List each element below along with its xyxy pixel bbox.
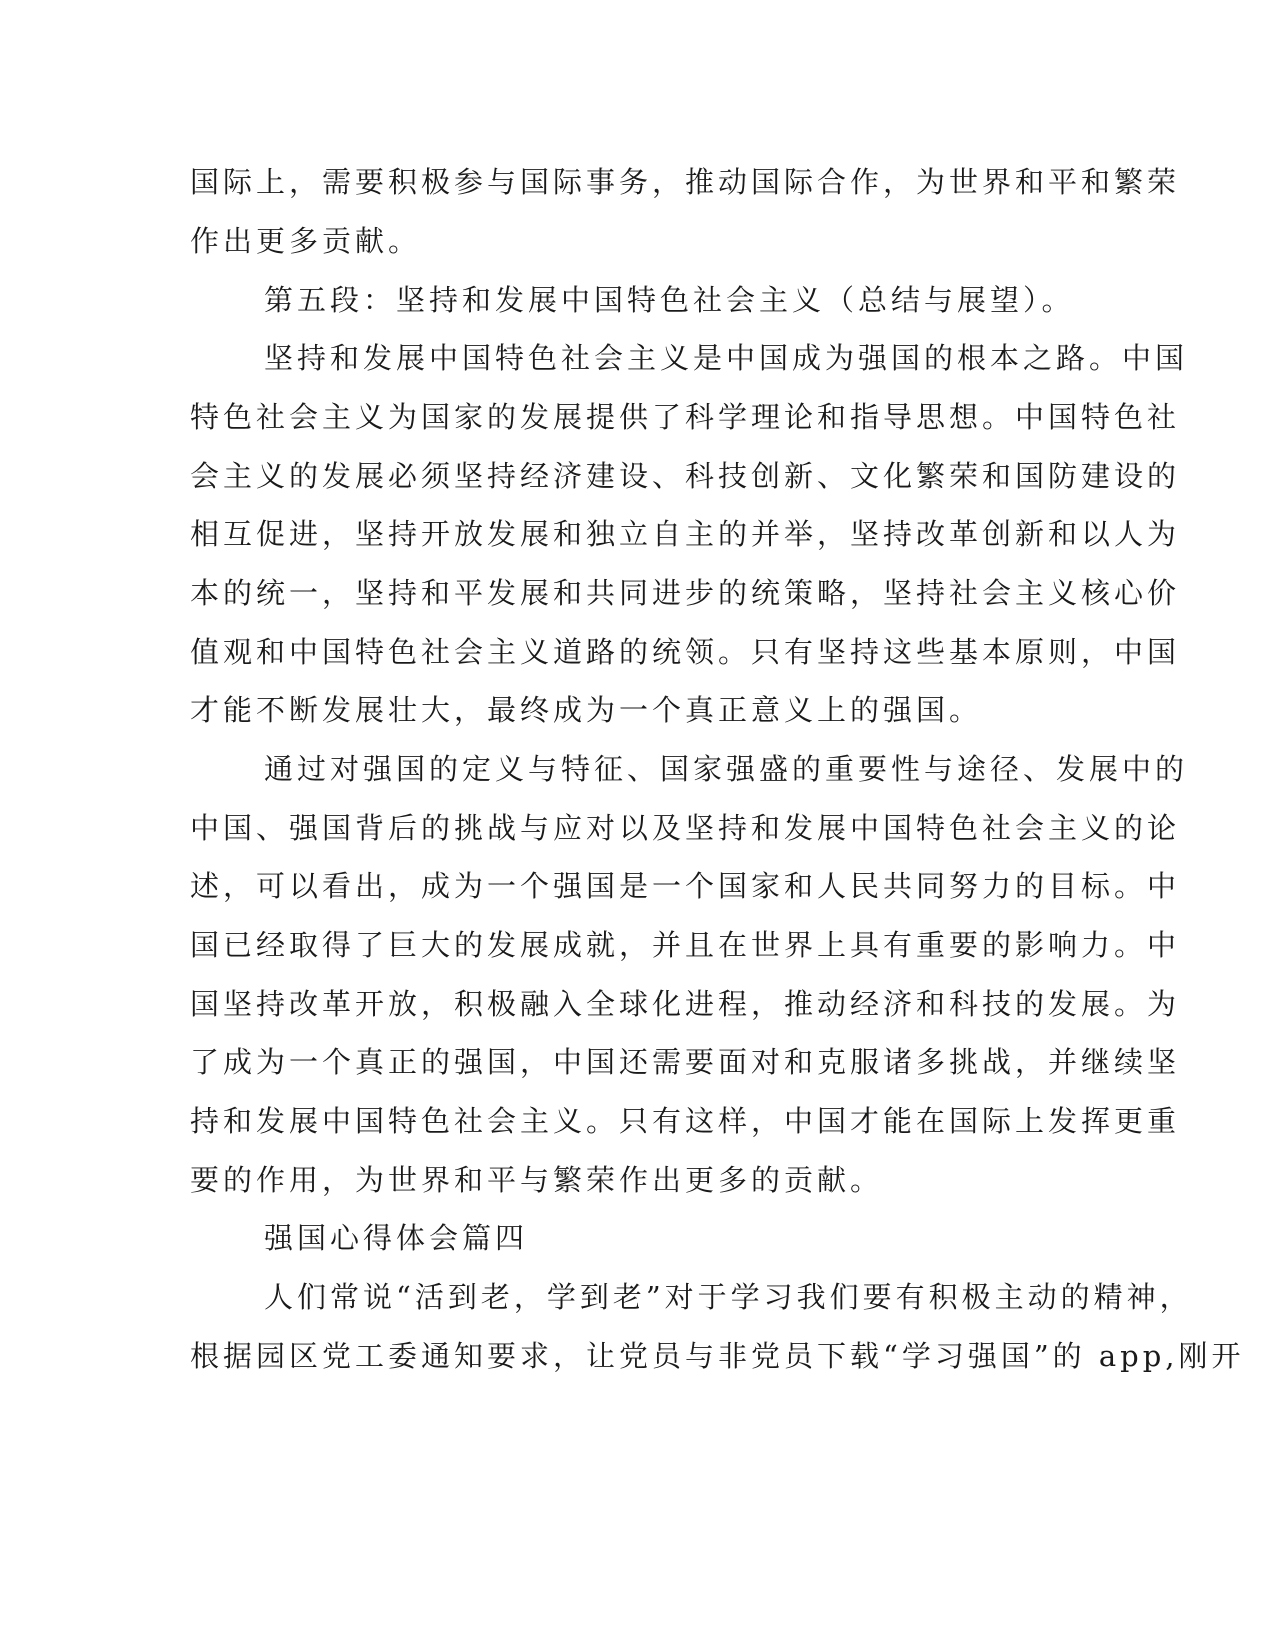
text-line: 了成为一个真正的强国，中国还需要面对和克服诸多挑战，并继续坚 <box>190 1045 1181 1079</box>
text-line: 中国、强国背后的挑战与应对以及坚持和发展中国特色社会主义的论 <box>190 811 1181 845</box>
text-line: 坚持和发展中国特色社会主义是中国成为强国的根本之路。中国 <box>264 341 1189 375</box>
text-line: 要的作用，为世界和平与繁荣作出更多的贡献。 <box>190 1163 884 1197</box>
text-line: 国际上，需要积极参与国际事务，推动国际合作，为世界和平和繁荣 <box>190 165 1181 199</box>
text-line: 会主义的发展必须坚持经济建设、科技创新、文化繁荣和国防建设的 <box>190 459 1181 493</box>
text-line: 持和发展中国特色社会主义。只有这样，中国才能在国际上发挥更重 <box>190 1104 1181 1138</box>
text-line: 国坚持改革开放，积极融入全球化进程，推动经济和科技的发展。为 <box>190 987 1181 1021</box>
text-line: 根据园区党工委通知要求，让党员与非党员下载“学习强国”的 app,刚开 <box>190 1339 1245 1373</box>
text-line: 才能不断发展壮大，最终成为一个真正意义上的强国。 <box>190 693 983 727</box>
text-line: 人们常说“活到老，学到老”对于学习我们要有积极主动的精神， <box>264 1280 1193 1314</box>
paragraph-heading: 第五段：坚持和发展中国特色社会主义（总结与展望）。 <box>264 283 1075 317</box>
text-line: 作出更多贡献。 <box>190 224 422 258</box>
text-line: 特色社会主义为国家的发展提供了科学理论和指导思想。中国特色社 <box>190 400 1181 434</box>
section-heading: 强国心得体会篇四 <box>264 1221 529 1255</box>
text-line: 相互促进，坚持开放发展和独立自主的并举，坚持改革创新和以人为 <box>190 517 1181 551</box>
text-line: 通过对强国的定义与特征、国家强盛的重要性与途径、发展中的 <box>264 752 1189 786</box>
text-line: 国已经取得了巨大的发展成就，并且在世界上具有重要的影响力。中 <box>190 928 1181 962</box>
text-line: 本的统一，坚持和平发展和共同进步的统策略，坚持社会主义核心价 <box>190 576 1181 610</box>
text-line: 述，可以看出，成为一个强国是一个国家和人民共同努力的目标。中 <box>190 869 1181 903</box>
text-line: 值观和中国特色社会主义道路的统领。只有坚持这些基本原则，中国 <box>190 635 1181 669</box>
